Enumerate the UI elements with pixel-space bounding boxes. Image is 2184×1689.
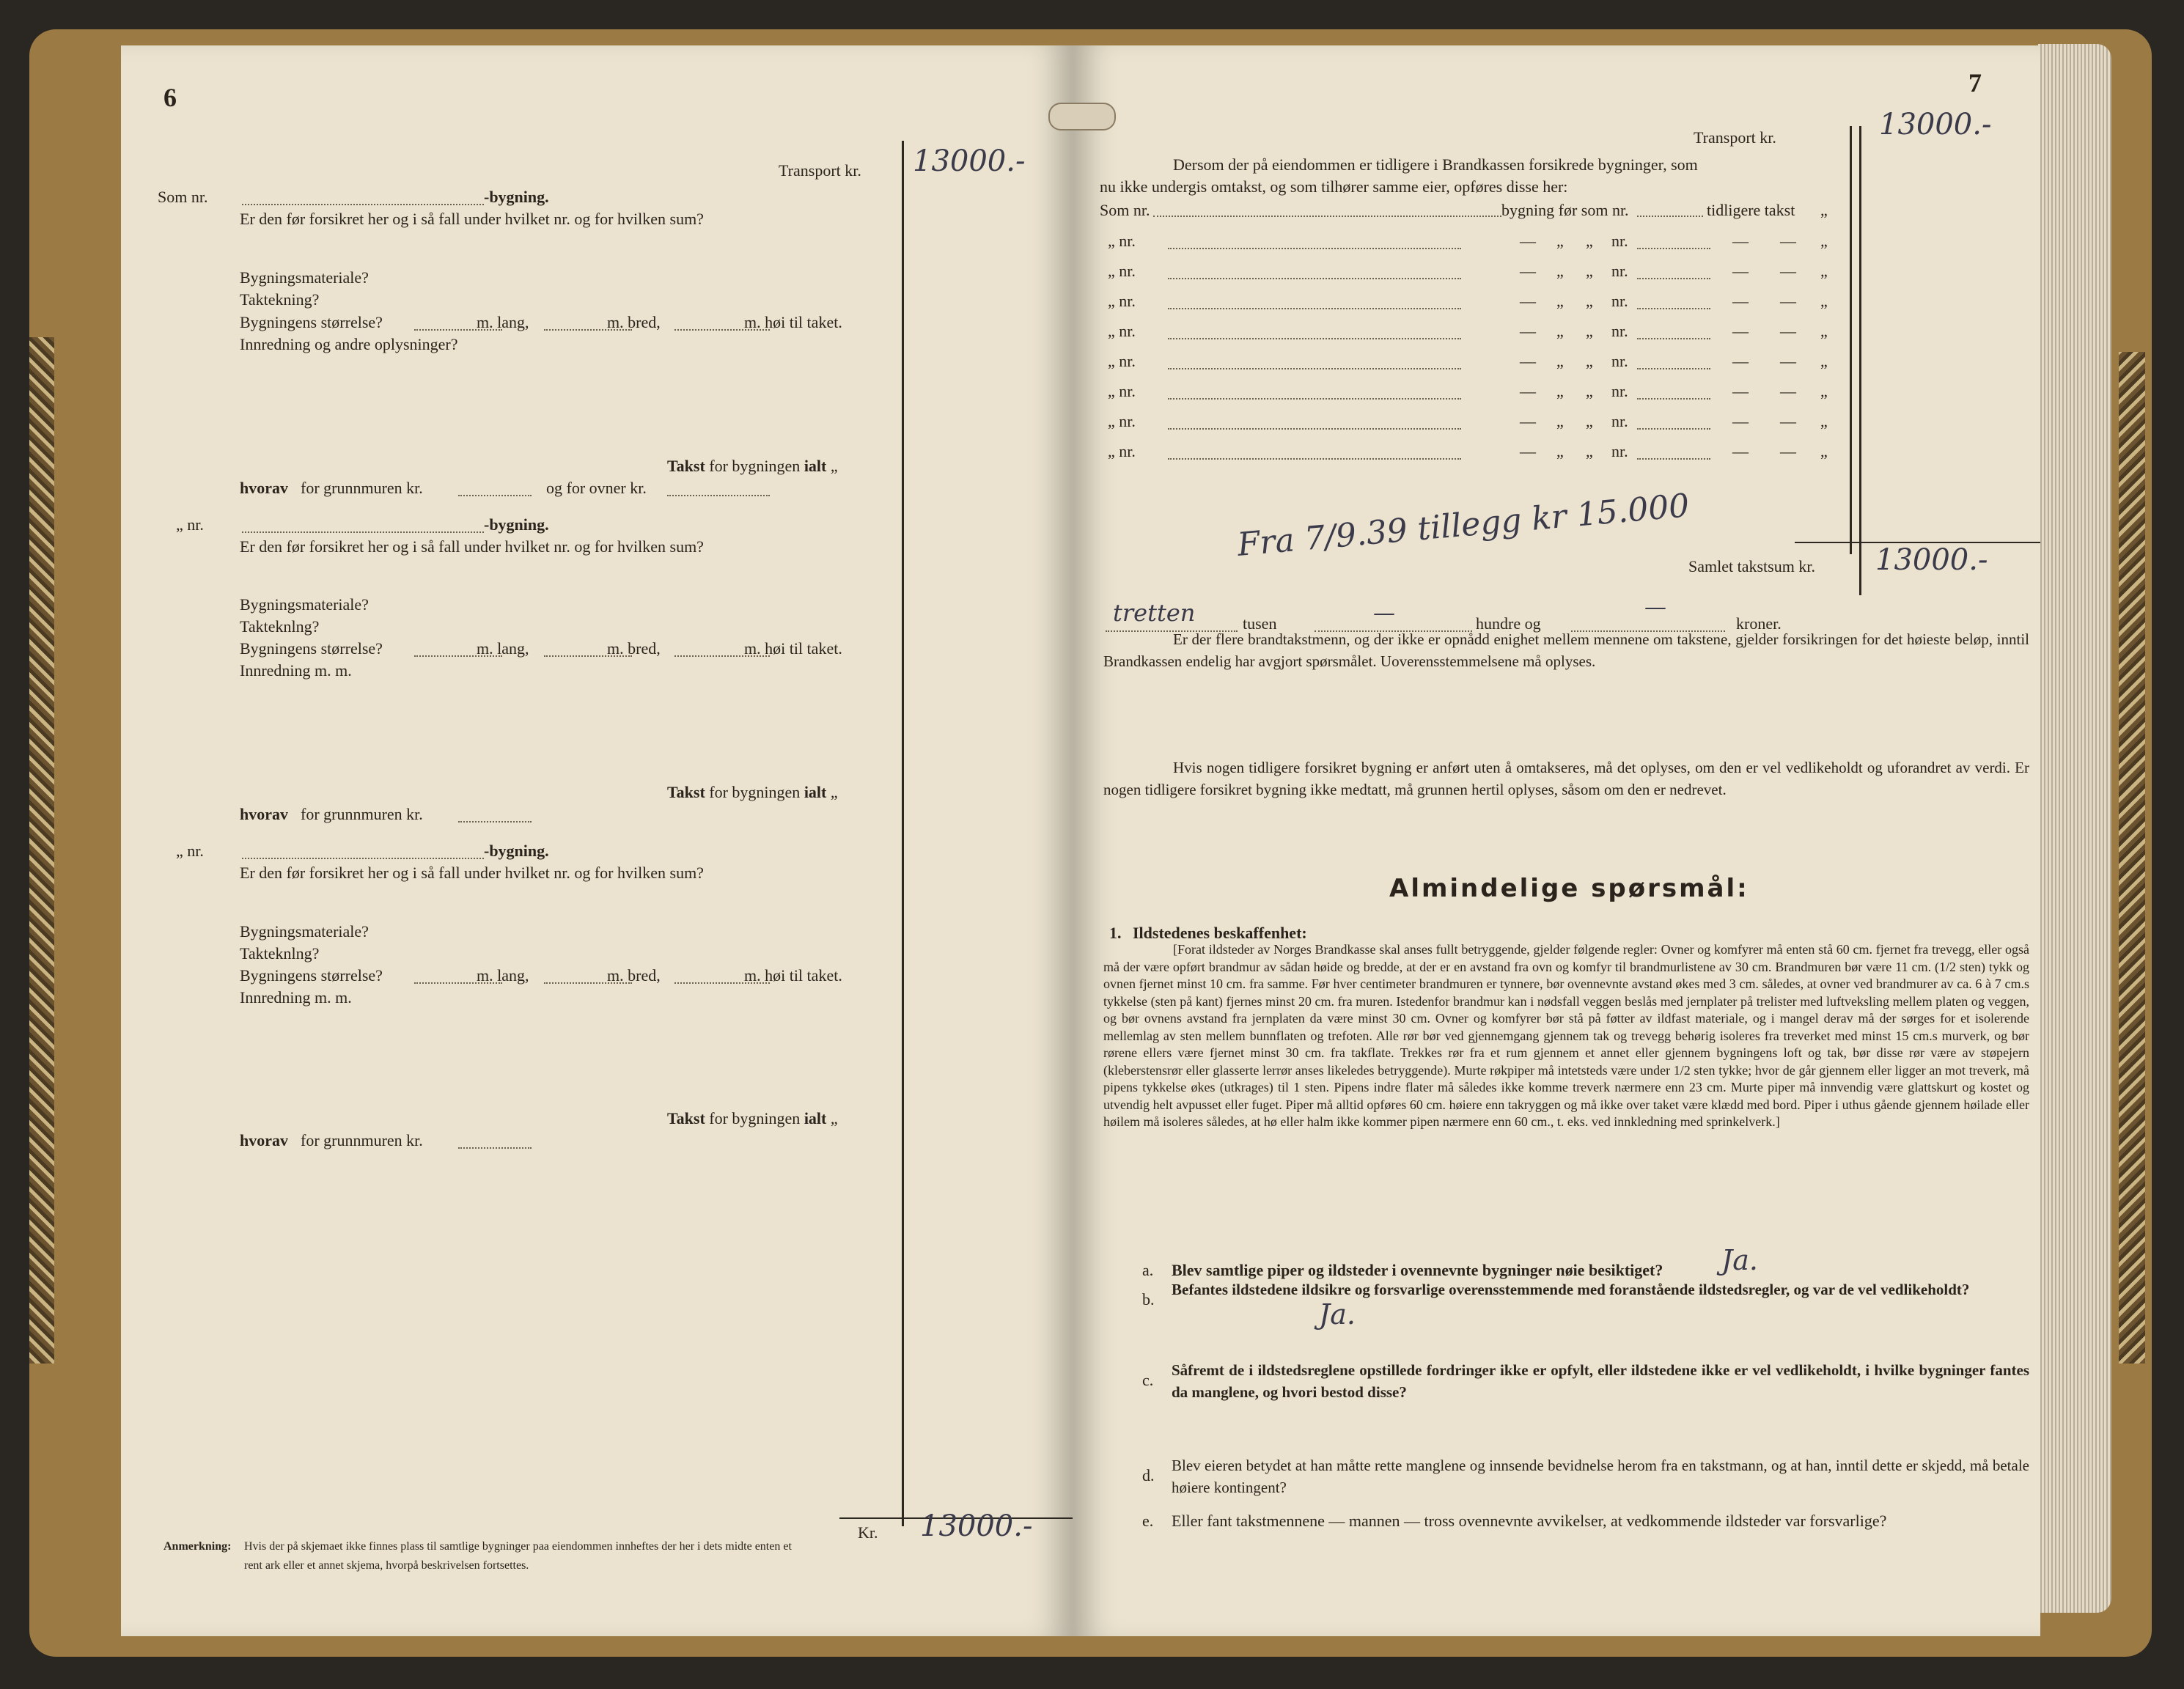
row-mid: bygning før som nr. xyxy=(1501,201,1629,219)
row-nr: nr. xyxy=(1611,352,1628,370)
row-dash: — xyxy=(1732,322,1749,340)
takst-line: Takst for bygningen ialt „ xyxy=(667,457,838,475)
row-quote: „ xyxy=(1820,322,1828,340)
building-field[interactable] xyxy=(1168,398,1461,400)
row-dash: — xyxy=(1520,292,1536,310)
question-e-letter: e. xyxy=(1142,1512,1154,1530)
previous-nr-field[interactable] xyxy=(1637,368,1710,369)
prior-building-row xyxy=(1073,293,1879,315)
size-label: Bygningens størrelse? xyxy=(240,639,383,658)
building-field[interactable] xyxy=(1168,278,1461,279)
row-prefix: „ nr. xyxy=(1108,382,1136,400)
block-prefix: „ nr. xyxy=(176,842,204,860)
block-suffix: -bygning. xyxy=(484,842,549,860)
section-1-number: 1. xyxy=(1109,924,1122,942)
disagreement-paragraph: Er der flere brandtakstmenn, og der ikke er opnådd enighet mellem mennene om takstene, gjelder forsikringen for det høieste beløp, inntil Brandkassen endelig har avgjort spørsmålet. Uoverensstemmelsene må oplyses. xyxy=(1103,630,2029,670)
row-dash: — xyxy=(1520,262,1536,280)
row-dash: — xyxy=(1780,382,1796,400)
previous-nr-field[interactable] xyxy=(1637,308,1710,309)
previous-nr-field[interactable] xyxy=(1637,398,1710,400)
row-dash: — xyxy=(1732,442,1749,460)
prior-building-row xyxy=(1073,263,1879,285)
width-unit: m. bred, xyxy=(607,639,661,658)
row-dash: — xyxy=(1780,412,1796,430)
row-ditto: „ xyxy=(1556,442,1564,460)
row-dash: — xyxy=(1520,322,1536,340)
width-unit: m. bred, xyxy=(607,966,661,985)
stoves-field[interactable] xyxy=(667,495,770,496)
row-dash: — xyxy=(1780,292,1796,310)
block-suffix: -bygning. xyxy=(484,188,549,206)
kroner-handwritten: — xyxy=(1644,595,1666,620)
row-quote: „ xyxy=(1820,232,1828,250)
previous-nr-field[interactable] xyxy=(1637,458,1710,460)
row-quote: „ xyxy=(1820,352,1828,370)
row-dash: — xyxy=(1780,232,1796,250)
building-field[interactable] xyxy=(1168,248,1461,249)
transport-value-handwritten: 13000.- xyxy=(913,144,1026,178)
hvorav-label: hvorav xyxy=(240,479,288,497)
prior-building-row xyxy=(1073,444,1879,466)
question-b: Befantes ildstedene ildsikre og forsvarlige overensstemmende med foranstående ildstedsregler, og var de vel vedlikeholdt? xyxy=(1172,1281,1970,1298)
row-prefix: „ nr. xyxy=(1108,322,1136,340)
row-dash: — xyxy=(1520,412,1536,430)
interior-label: Innredning m. m. xyxy=(240,661,352,680)
cover-marbled-edge-left xyxy=(29,337,54,1364)
note-line-2: rent ark eller et annet skjema, hvorpå beskrivelsen fortsettes. xyxy=(244,1559,529,1572)
row-nr: nr. xyxy=(1611,382,1628,400)
row-nr: nr. xyxy=(1611,292,1628,310)
row-end: tidligere takst xyxy=(1707,201,1795,219)
row-ditto: „ xyxy=(1586,232,1593,250)
row-ditto: „ xyxy=(1556,232,1564,250)
section-1-title: Ildstedenes beskaffenhet: xyxy=(1133,924,1307,942)
binding-string xyxy=(1048,103,1116,130)
page-number: 7 xyxy=(1968,68,1982,97)
prior-building-row xyxy=(1073,233,1879,255)
question-d-letter: d. xyxy=(1142,1466,1155,1484)
foundation-label: for grunnmuren kr. xyxy=(301,479,423,497)
row-quote: „ xyxy=(1820,201,1828,219)
row-ditto: „ xyxy=(1586,292,1593,310)
foundation-field[interactable] xyxy=(458,495,532,496)
takst-line: Takst for bygningen ialt „ xyxy=(667,1109,838,1127)
transport-label: Transport kr. xyxy=(1694,128,1776,147)
stoves-label: og for ovner kr. xyxy=(546,479,647,497)
row-prefix: „ nr. xyxy=(1108,292,1136,310)
previously-insured-question: Er den før forsikret her og i så fall under hvilket nr. og for hvilken sum? xyxy=(240,210,704,228)
total-value-handwritten: 13000.- xyxy=(920,1509,1033,1543)
row-ditto: „ xyxy=(1586,382,1593,400)
row-ditto: „ xyxy=(1556,352,1564,370)
row-dash: — xyxy=(1780,262,1796,280)
previous-nr-field[interactable] xyxy=(1637,428,1710,430)
row-ditto: „ xyxy=(1556,322,1564,340)
row-ditto: „ xyxy=(1556,292,1564,310)
previous-nr-field[interactable] xyxy=(1637,248,1710,249)
row-prefix: „ nr. xyxy=(1108,442,1136,460)
building-field[interactable] xyxy=(1168,338,1461,339)
row-nr: nr. xyxy=(1611,232,1628,250)
left-page xyxy=(121,45,1073,1636)
row-dash: — xyxy=(1520,442,1536,460)
row-dash: — xyxy=(1520,232,1536,250)
row-ditto: „ xyxy=(1586,322,1593,340)
prior-building-row xyxy=(1073,353,1879,375)
row-dash: — xyxy=(1780,442,1796,460)
row-dash: — xyxy=(1520,382,1536,400)
row-prefix: „ nr. xyxy=(1108,232,1136,250)
row-prefix: „ nr. xyxy=(1108,412,1136,430)
roof-label: Taktekning? xyxy=(240,290,320,309)
question-a-letter: a. xyxy=(1142,1261,1154,1279)
height-unit: m. høi til taket. xyxy=(744,966,842,985)
building-field[interactable] xyxy=(1168,368,1461,369)
building-field[interactable] xyxy=(242,531,484,533)
intro-line-2: nu ikke undergis omtakst, og som tilhører samme eier, opføres disse her: xyxy=(1100,177,1568,196)
intro-line-1: Dersom der på eiendommen er tidligere i Brandkassen forsikrede bygninger, som xyxy=(1173,155,1698,174)
prior-building-row xyxy=(1073,383,1879,405)
transport-value-handwritten: 13000.- xyxy=(1879,108,1992,141)
material-label: Bygningsmateriale? xyxy=(240,922,369,941)
row-prefix: „ nr. xyxy=(1108,352,1136,370)
building-field[interactable] xyxy=(1168,458,1461,460)
hundreds-handwritten: — xyxy=(1373,600,1395,626)
foundation-field[interactable] xyxy=(458,1147,532,1149)
height-unit: m. høi til taket. xyxy=(744,313,842,331)
right-page xyxy=(1073,45,2040,1636)
transport-label: Transport kr. xyxy=(779,161,861,180)
row-quote: „ xyxy=(1820,412,1828,430)
handwritten-addendum: Fra 7/9.39 tillegg kr 15.000 xyxy=(1235,487,1691,564)
row-quote: „ xyxy=(1820,382,1828,400)
question-a: Blev samtlige piper og ildsteder i ovennevnte bygninger nøie besiktiget? xyxy=(1172,1261,1663,1279)
row-nr: nr. xyxy=(1611,412,1628,430)
amount-column-rule xyxy=(902,141,904,1526)
note-label: Anmerkning: xyxy=(163,1540,232,1553)
previous-nr-field[interactable] xyxy=(1637,216,1703,217)
section-heading: Almindelige spørsmål: xyxy=(1389,874,1749,903)
foundation-field[interactable] xyxy=(458,821,532,823)
question-c-letter: c. xyxy=(1142,1371,1154,1389)
previous-nr-field[interactable] xyxy=(1637,278,1710,279)
prior-building-row xyxy=(1073,323,1879,345)
material-label: Bygningsmateriale? xyxy=(240,595,369,614)
size-label: Bygningens størrelse? xyxy=(240,313,383,331)
roof-label: Takteknlng? xyxy=(240,944,320,963)
prior-insured-paragraph: Hvis nogen tidligere forsikret bygning er anført uten å omtakseres, må det oplyses, om den er vel vedlikeholdt og uforandret av verdi. Er nogen tidligere forsikret bygning ikke medtatt, må grunnen hertil oplyses, såsom om den er nedrevet. xyxy=(1103,759,2029,798)
row-ditto: „ xyxy=(1556,382,1564,400)
page-stack-edge xyxy=(2038,44,2111,1613)
length-unit: m. lang, xyxy=(477,639,529,658)
hundreds-label: hundre og xyxy=(1476,614,1541,633)
takst-line: Takst for bygningen ialt „ xyxy=(667,783,838,801)
size-label: Bygningens størrelse? xyxy=(240,966,383,985)
row-nr: nr. xyxy=(1611,262,1628,280)
previous-nr-field[interactable] xyxy=(1637,338,1710,339)
row-dash: — xyxy=(1520,352,1536,370)
hvorav-label: hvorav xyxy=(240,805,288,823)
row-dash: — xyxy=(1732,412,1749,430)
fireplace-regulations: [Forat ildsteder av Norges Brandkasse skal anses fullt betryggende, gjelder følgende regler: Ovner og komfyrer må enten stå 60 cm. fjernet fra trevegg, eller også må der være opført brandmur av sådan høide og bredde, at der er en avstand fra ovn og komfyr til brandmurlistene av 30 cm. Brandmuren bør være 11 cm. (1/2 sten) tykk og ovnen fjernet minst 10 cm. fra samme. Før hver centimeter brandmuren er tynnere, bør ovennevnte avstand økes med 3 cm. således, at ovner ved brandmurer av ca. 6 à 7 cm.s tykkelse (sten på kant) fjernes minst 20 cm. fra muren. Istedenfor brandmur kan i nødsfall veggen beslås med jernplater på trelister med luftveksling mellem platen og veggen, og bør ovnens avstand fra jernplaten da være minst 30 cm. Ovner og komfyrer bør stå på føtter av ildfast materiale, og i mangel derav må der sørges for et isolerende mellemlag av sten mellem bunnflaten og trefoten. Alle rør bør ved gjennemgang gjennem tak og trevegg behørig isoleres fra treverket med minst 15 cm.s murverk, og bør rørene ellers være fjernet minst 30 cm. fra takflate. Trekkes rør fra et rum gjennem et annet eller gjennem bygningens loft og tak, bør disse rør være av støpejern (kleberstensrør eller glasserte lerrør anses likeledes betryggende). Murte røkpiper må intetsteds være under 1/2 sten tykke; hvor de går gjennem eller ligger an mot treverk, må pipens tykkelse økes (utkrages) til 1 sten. Pipens indre flater må således ikke komme treverk nærmere enn 23 cm. Murte piper må innvendig være glattskurt og kostet og utvendig helt avpusset eller fuget. Piper må alltid opføres 60 cm. høiere enn takryggen og må ikke over taket være klædd med bord. Piper i uthus gående gjennem høilade eller høilem må isoleres således, at hø eller halm ikke kommer pipen nærmere enn 60 cm., t. eks. ved innkledning med sprinkelverk.] xyxy=(1103,942,2029,1129)
interior-label: Innredning m. m. xyxy=(240,988,352,1007)
row-prefix: Som nr. xyxy=(1100,201,1150,219)
question-b-letter: b. xyxy=(1142,1290,1155,1309)
row-dash: — xyxy=(1780,352,1796,370)
building-field[interactable] xyxy=(1153,216,1501,217)
width-unit: m. bred, xyxy=(607,313,661,331)
question-e: Eller fant takstmennene — mannen — tross ovennevnte avvikelser, at vedkommende ildsteder var forsvarlige? xyxy=(1172,1512,1887,1530)
length-unit: m. lang, xyxy=(477,966,529,985)
height-unit: m. høi til taket. xyxy=(744,639,842,658)
building-field[interactable] xyxy=(242,204,484,205)
answer-a-handwritten: Ja. xyxy=(1721,1244,1758,1276)
row-ditto: „ xyxy=(1586,262,1593,280)
total-kr-label: Kr. xyxy=(858,1523,878,1542)
question-c: Såfremt de i ildstedsreglene opstillede fordringer ikke er opfylt, eller ildstedene ikke er vel vedlikeholdt, i hvilke bygninger fantes da manglene, og hvori bestod disse? xyxy=(1172,1361,2029,1401)
previously-insured-question: Er den før forsikret her og i så fall under hvilket nr. og for hvilken sum? xyxy=(240,537,704,556)
block-suffix: -bygning. xyxy=(484,515,549,534)
prior-building-row xyxy=(1073,413,1879,435)
row-quote: „ xyxy=(1820,442,1828,460)
row-ditto: „ xyxy=(1586,442,1593,460)
row-ditto: „ xyxy=(1556,412,1564,430)
cover-marbled-edge-right xyxy=(2119,352,2145,1364)
page-number: 6 xyxy=(163,83,177,112)
block-prefix: Som nr. xyxy=(158,188,208,206)
row-dash: — xyxy=(1732,382,1749,400)
length-unit: m. lang, xyxy=(477,313,529,331)
total-sum-value-handwritten: 13000.- xyxy=(1875,543,1988,577)
foundation-label: for grunnmuren kr. xyxy=(301,1131,423,1149)
row-dash: — xyxy=(1732,352,1749,370)
building-field[interactable] xyxy=(1168,428,1461,430)
row-dash: — xyxy=(1732,232,1749,250)
kroner-label: kroner. xyxy=(1736,614,1782,633)
question-d: Blev eieren betydet at han måtte rette manglene og innsende bevidnelse herom fra en takstmann, og at han, inntil dette er skjedd, må betale høiere kontingent? xyxy=(1172,1457,2029,1496)
previously-insured-question: Er den før forsikret her og i så fall under hvilket nr. og for hvilken sum? xyxy=(240,864,704,882)
row-ditto: „ xyxy=(1556,262,1564,280)
row-dash: — xyxy=(1732,262,1749,280)
row-ditto: „ xyxy=(1586,352,1593,370)
block-prefix: „ nr. xyxy=(176,515,204,534)
hvorav-label: hvorav xyxy=(240,1131,288,1149)
building-field[interactable] xyxy=(242,858,484,859)
building-field[interactable] xyxy=(1168,308,1461,309)
roof-label: Takteknlng? xyxy=(240,617,320,636)
thousands-handwritten: tretten xyxy=(1113,599,1196,627)
row-prefix: „ nr. xyxy=(1108,262,1136,280)
row-nr: nr. xyxy=(1611,442,1628,460)
thousands-label: tusen xyxy=(1243,614,1277,633)
row-nr: nr. xyxy=(1611,322,1628,340)
row-dash: — xyxy=(1780,322,1796,340)
row-quote: „ xyxy=(1820,262,1828,280)
row-ditto: „ xyxy=(1586,412,1593,430)
row-quote: „ xyxy=(1820,292,1828,310)
answer-b-handwritten: Ja. xyxy=(1319,1298,1356,1331)
material-label: Bygningsmateriale? xyxy=(240,268,369,287)
interior-label: Innredning og andre oplysninger? xyxy=(240,335,458,353)
foundation-label: for grunnmuren kr. xyxy=(301,805,423,823)
note-line-1: Hvis der på skjemaet ikke finnes plass til samtlige bygninger paa eiendommen innheftes der her i dets midte enten et xyxy=(244,1540,792,1553)
total-sum-label: Samlet takstsum kr. xyxy=(1688,557,1815,575)
row-dash: — xyxy=(1732,292,1749,310)
